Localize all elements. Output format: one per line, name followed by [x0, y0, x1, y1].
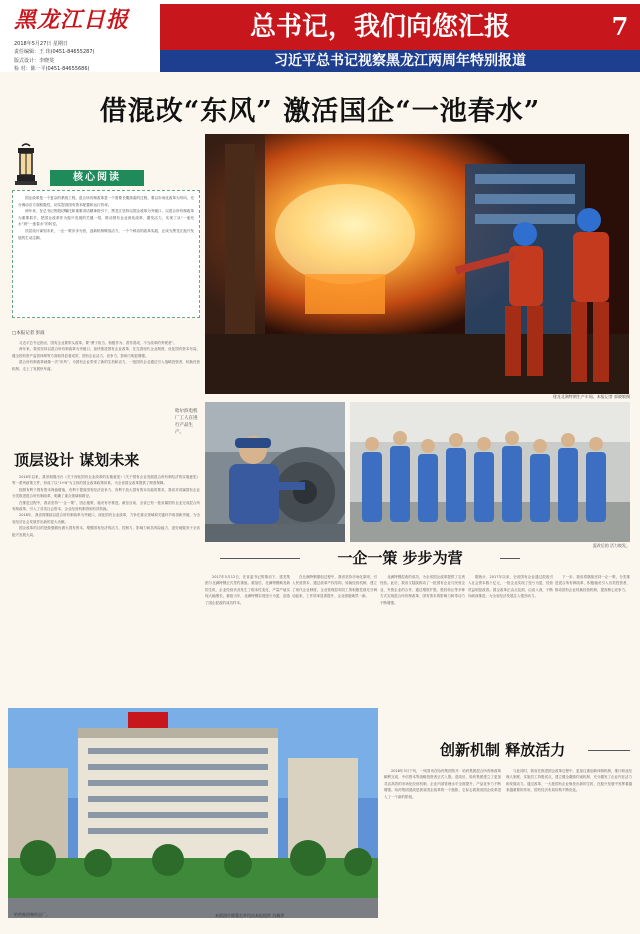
- intro-paragraph: 混合所有制改革就像一次“东风”，为国有企业带来了新的生机和活力，一批国有企业通过引入战略投资者，转换经营机制，走上了发展快车道。: [12, 360, 200, 371]
- intro-text: [12, 340, 200, 406]
- section2-paragraph: 据统计，2017年以来，全省国有企业通过混改引入社会资本数十亿元，一批企业实现了扭亏为盈，经营效益明显改善。国企改革正由点及面、由浅入深，不断向纵深推进，为全省经济发展注入强劲动力。: [468, 575, 553, 599]
- section1-paragraph: 在推进过程中，我省坚持“一企一策”，因企施策，稳妥有序推进。截至目前，全省已有一批省属国有企业完成混合所有制改革，引入了各类社会资本，企业经营机制得到有效转换。: [12, 500, 200, 512]
- section2-column: [380, 574, 465, 706]
- designer-line: 版式设计：李晓斐: [14, 57, 55, 64]
- pharma-group-building-photo: [8, 708, 378, 918]
- key-reading-paragraph: 顶层设计谋划未来，一企一策步步为营，创新机制释放活力，一个个鲜活的改革实践，正成为黑龙江振兴发展的生动注脚。: [18, 228, 194, 240]
- section3-rule: [588, 750, 630, 751]
- workers-team-photo: [350, 402, 630, 542]
- team-photo-caption: 混改后的 活力焕发。: [592, 543, 630, 548]
- section2-column: [292, 574, 377, 706]
- section1-paragraph: 2016年以来，我省相继出台《关于深化国有企业改革的实施意见》《关于国有企业发展混合所有制经济的实施意见》等一系列政策文件，形成了以“1+N”为主体的国企改革政策体系，为全省国企改革提供了制度保障。: [12, 475, 200, 486]
- intro-paragraph: 两年来，我省坚持以混合所有制改革为突破口，加快推进国有企业改革，在完善现代企业制度、优化国有资本布局、健全国有资产监管体制等方面取得显著成效，国有企业活力、竞争力、影响力明显增强。: [12, 347, 200, 358]
- section2-paragraph: 在北满特钢重组过程中，我省坚持市场化原则，引入民营资本，通过改革产权结构、转换经营机制，建立了现代企业制度。企业管理层和员工的积极性被充分调动起来，工作效率显著提升，企业面貌焕然一新。: [292, 575, 377, 599]
- section2-rule: [500, 558, 520, 559]
- section2-paragraph: 北满特钢混改的成功，为全省国企改革提供了宝贵经验。此后，我省又陆续推动了一批国有企业与民营企业、外资企业的合作，通过增资扩股、股权转让等多种方式实现混合所有制改革，国有资本的影响力和带动力不断增强。: [380, 575, 465, 605]
- factory-worker-photo: [205, 402, 345, 542]
- banner-title: 总书记，我们向您汇报: [249, 12, 510, 42]
- edition-meta: [14, 40, 154, 74]
- section3-column: [506, 768, 632, 918]
- key-reading-paragraph: 两年来，在总书记的殷切嘱托和重要讲话精神指引下，黑龙江坚持以国企改革为突破口，以混合所有制改革为重要抓手，把国企改革作为振兴发展的关键一招，推动国有企业深化改革、激发活力，实现了从“一池死水”到“一池春水”的转变。: [18, 209, 194, 227]
- section1-paragraph: 国企改革的目的是做强做优做大国有资本，增强国有经济的活力、控制力、影响力和抗风险能力，更好地服务于全省振兴发展大局。: [12, 526, 200, 537]
- section2-column: [555, 574, 630, 706]
- key-reading-title: 核心阅读: [50, 170, 144, 186]
- special-report-banner: 习近平总书记视察黑龙江两周年特别报道: [160, 50, 640, 72]
- section2-rule: [220, 558, 300, 559]
- key-reading-box: [12, 190, 200, 318]
- welder-photo-caption: 哈尔滨电机厂工人在进行产品生产。: [175, 409, 198, 435]
- section2-column: [205, 574, 290, 706]
- section1-paragraph: 按照有利于国有资本保值增值、有利于提高国有经济竞争力、有利于放大国有资本功能的要求，我省对省属国有企业分类推进混合所有制改革，明确了重点领域和路径。: [12, 487, 200, 499]
- intro-paragraph: 习近平总书记指出，国有企业要带头改革，要“勇于担当、积极作为、善作善成，不当改革的旁观者”。: [19, 341, 177, 345]
- steel-plant-photo: [205, 134, 629, 394]
- proofreader-line: 检 对：陈一平(0451-84655686): [14, 66, 90, 73]
- editor-line: 责任编辑：王 玮(0451-84655287): [14, 49, 95, 56]
- section2-title: 一企一策 步步为营: [337, 549, 463, 567]
- section1-paragraph: 2018年，我省将继续以混合所有制改革为突破口，深化国有企业改革，力争在重点领域和关键环节取得新突破，为全省经济社会发展作出新的更大贡献。: [12, 513, 200, 524]
- newspaper-logo: 黑龙江日报: [14, 7, 130, 33]
- page-number: 7: [611, 12, 629, 41]
- lantern-icon: [12, 142, 40, 192]
- section3-column: [384, 768, 501, 918]
- city-photo-caption: 哈药集团制药总厂。: [14, 912, 50, 917]
- key-reading-paragraph: 国企改革是一个复杂的系统工程。混合所有制改革是一个需要长期探索的过程。要以市场化改革为导向，充分调动各方面积极性，切实提高国有资本配置和运行效率。: [18, 196, 194, 207]
- key-reading-text: [18, 195, 194, 241]
- section2-column: [468, 574, 553, 706]
- main-headline: 借混改“东风” 激活国企“一池春水”: [99, 96, 541, 127]
- section1-title: 顶层设计 谋划未来: [14, 451, 140, 469]
- section2-paragraph: 2017年5月12日，在省委书记的推动下，建龙集团与北满特钢正式签约重组。重组后，北满特钢焕发新的生机，企业经营状况发生了根本性变化，产量产值实现大幅增长。重组当年，北满特钢实现扭亏为盈，创造了国企混改的成功样本。: [205, 575, 290, 605]
- issue-date: 2018年5月27日 星期日: [14, 41, 68, 47]
- section2-paragraph: 下一步，我省将继续坚持一企一策，分类推进混合所有制改革，积极稳妥引入各类投资者，推动国有企业转换经营机制，提高核心竞争力。: [555, 575, 630, 592]
- main-photo-caption: 建龙北满特钢生产车间。本报记者 郭晓敏摄: [552, 394, 630, 399]
- photo-credit-footer: 本版图片除署名外均由本报提供 苏珊珍: [215, 913, 285, 918]
- section1-body: [12, 474, 200, 706]
- section3-title: 创新机制 释放活力: [440, 741, 566, 759]
- section3-paragraph: 2018年3月下旬，一则喜讯在哈药集团传开：哈药集团混合所有制改革顺利完成，中信资本等战略投资者正式入股。混改后，哈药集团建立了更加灵活高效的市场化经营机制，企业内部管理水平全面提升，产品竞争力不断增强。哈药集团混改是我省国企改革的一个缩影，它标志着我省国企改革进入了一个新的阶段。: [384, 769, 501, 799]
- byline: □本报记者 彭溢: [12, 331, 45, 336]
- section3-paragraph: 与此同时，我省在推进国企改革过程中，更加注重创新体制机制，推行职业经理人制度，实施员工持股试点，建立健全激励约束机制，充分激发了企业内在活力和发展动力。通过改革，一大批国有企业焕发出新的生机，在振兴发展中发挥着越来越重要的作用，国有经济布局结构不断优化。: [506, 769, 632, 793]
